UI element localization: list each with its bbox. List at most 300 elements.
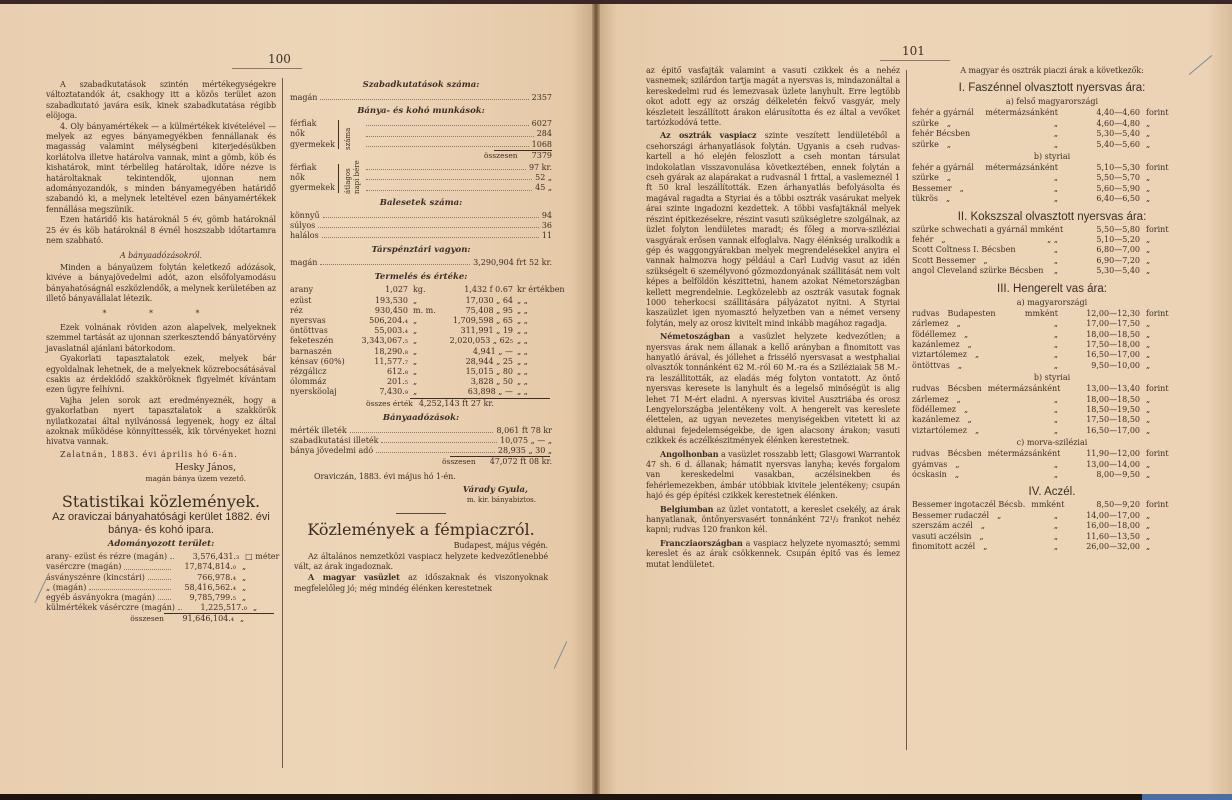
area-row — [46, 552, 280, 562]
row-value: 97 kr. — [528, 163, 552, 173]
item-label-group — [912, 340, 972, 350]
price-row — [912, 470, 1192, 480]
row-label: vasérczre (magán) — [46, 562, 122, 572]
item-price: 4,60—4,80 — [1096, 118, 1140, 128]
item-basis: „ — [1053, 459, 1058, 469]
table-row — [290, 436, 552, 446]
item-unit: „ — [1146, 459, 1151, 469]
product-value: 28,944 „ 25 — [465, 356, 513, 366]
item-name — [912, 500, 1065, 510]
product-unit: „ — [413, 346, 418, 356]
workers-total-row — [364, 151, 552, 161]
product-tail: „ „ — [517, 305, 528, 315]
item-unit: „ — [1146, 266, 1151, 276]
row-label: férfiak — [290, 163, 317, 173]
row-label: nők — [290, 129, 305, 139]
row-value: 3,290,904 frt 52 kr. — [473, 258, 552, 268]
signature-title: m. kir. bányabiztos. — [466, 496, 536, 505]
row-label: gyermekek — [290, 183, 335, 193]
wage-table — [290, 160, 552, 195]
row-label: egyéb ásványokra (magán) — [46, 593, 156, 603]
item-label-group — [912, 245, 1016, 255]
row-value: 17,874,814.₀ — [184, 562, 236, 572]
price-row — [912, 194, 1192, 204]
item-price: 5,30—5,40 — [1096, 129, 1140, 139]
item-label-group — [912, 405, 968, 415]
table-row — [290, 173, 552, 183]
item-price: 18,00—18,50 — [1086, 329, 1140, 339]
stat-subtitle: Az oraviczai bányahatósági kerület 1882. évi bánya- és kohó ipara. — [52, 511, 270, 537]
item-unit: „ — [1146, 255, 1151, 265]
row-value: 766,978.₄ — [197, 572, 236, 582]
item-name — [912, 542, 1062, 552]
item-price: 4,40—4,60 — [1096, 108, 1140, 118]
product-unit: „ — [413, 295, 418, 305]
item-price: 5,50—5,80 — [1096, 224, 1140, 234]
item-label-group — [912, 108, 974, 118]
paragraph: Gyakorlati tapasztalatok ezek, melyek bár egyoldalnak lehetnek, de a melyeknek közrebocsátásával csakis az érdeklődő szakköröknek figyelmét kívántam ezen ügyre felhívni. — [46, 354, 276, 395]
paragraph — [646, 130, 900, 329]
item-label: öntöttvas — [912, 360, 950, 370]
item-price: 5,60—5,90 — [1096, 183, 1140, 193]
item-label: szerszám aczél — [912, 521, 973, 531]
item-basis: „ — [1053, 394, 1058, 404]
item-basis: métermázsánként — [987, 449, 1061, 459]
item-name — [912, 340, 1062, 350]
item-unit: „ — [1146, 319, 1151, 329]
row-value: 1,225,517.₀ — [200, 603, 248, 613]
paragraph: az épitő vasfajták valamint a vasuti czikkek és a nehéz vasnemek; szilárdon tartja magát a nyersvas is, mindazonáltal a kereskedelmi rud és lemezvasak üzlete lanyhult. Erre legtöbb okot adott egy az ország délkeletén fekvő vasgyár, mely készleteit leszállított árakon elárusította és ez által a vevőket tartózkodóvá tette. — [646, 66, 900, 128]
page-number-right: 101 — [902, 44, 925, 58]
product-value: 75,408 „ 95 — [465, 305, 513, 315]
product-tail: „ „ — [517, 346, 528, 356]
left-col1-text — [46, 80, 276, 484]
paragraph — [646, 449, 900, 502]
item-basis: métermázsánként — [985, 108, 1058, 118]
price-row — [912, 405, 1192, 415]
item-unit: forint — [1146, 384, 1169, 394]
leader-dots — [376, 446, 495, 453]
item-name — [912, 129, 1062, 139]
item-basis: „ — [1053, 469, 1058, 479]
product-unit: „ — [413, 356, 418, 366]
item-label: Bessemer ingotaczél Bécsb. — [912, 500, 1026, 510]
leader-dots — [170, 552, 174, 559]
item-basis: „ — [1053, 319, 1058, 329]
product-qty: 3,343,067.₅ — [361, 336, 408, 346]
table-row — [290, 446, 552, 456]
item-price: 8,00—9,50 — [1096, 469, 1140, 479]
item-label-group — [912, 225, 1063, 235]
item-label-group — [912, 119, 951, 129]
table-row — [290, 426, 552, 436]
item-name — [912, 266, 1062, 276]
paragraph: Ezek volnának röviden azon alapelvek, melyeknek szemmel tartását az ujonnan szerkesztendő bányatörvény javaslatnál ajánlani bátorkodom. — [46, 322, 276, 353]
product-unit: „ — [413, 316, 418, 326]
paragraph — [646, 504, 900, 536]
item-unit: „ — [1146, 183, 1151, 193]
ditto-mark: „ — [959, 183, 964, 193]
leader-dots — [148, 573, 171, 580]
item-label-group — [912, 173, 951, 183]
book-gutter — [592, 4, 600, 794]
paragraph: Minden a bányaüzem folytán keletkező adózások, kivéve a bányajövedelmi adót, azon elsőfolyamodásu bányahatóságnál eszközlendők, a melynek kerületében az illető bányavállalat létezik. — [46, 262, 276, 304]
ditto-mark: „ — [946, 118, 952, 128]
item-name — [912, 449, 1062, 459]
item-label: zárlemez — [912, 319, 949, 329]
table-row — [290, 163, 552, 173]
production-row — [290, 357, 552, 367]
total-label: összesen — [130, 614, 164, 624]
row-label: nők — [290, 173, 305, 183]
row-value: 9,785,799.₅ — [189, 593, 236, 603]
leader-dots — [381, 436, 497, 443]
item-label: tükrös — [912, 194, 938, 204]
item-price: 18,00—18,50 — [1086, 394, 1140, 404]
right-col1-text — [646, 66, 900, 790]
item-unit: „ — [1146, 404, 1151, 414]
section-divider — [396, 513, 446, 514]
item-basis: „ — [1053, 339, 1058, 349]
item-label: finomitott aczél — [912, 542, 976, 551]
ditto-mark: „ — [979, 531, 984, 541]
product-tail: „ „ — [517, 316, 528, 326]
item-price: 8,50—9,20 — [1096, 500, 1140, 510]
production-row — [290, 285, 565, 295]
item-label: ócskasin — [912, 469, 947, 479]
item-name — [912, 256, 1062, 266]
item-label: fehér Bécsben — [912, 129, 971, 139]
paragraph-body: az üzlet vontatott, a kereslet csekély, az árak hanyatlanak, öntőnyersvasért tonnánként 72¹/₂ frankot nehéz kapni; rudvas 120 frankon kél. — [646, 504, 900, 535]
row-unit: „ — [242, 572, 247, 582]
item-price: 17,00—17,50 — [1086, 319, 1140, 329]
item-unit: „ — [1146, 194, 1151, 204]
row-unit: „ — [242, 562, 247, 572]
item-label-group — [912, 184, 964, 194]
item-name — [912, 521, 1062, 531]
column-divider — [906, 70, 907, 750]
item-price: 16,00—18,00 — [1086, 521, 1140, 531]
row-label: mérték illeték — [290, 425, 347, 435]
item-name — [912, 184, 1062, 194]
product-name: nyersköolaj — [290, 387, 337, 397]
item-price: 14,00—17,00 — [1086, 510, 1140, 520]
product-unit: kg. — [413, 285, 426, 295]
item-price: 5,50—5,70 — [1096, 173, 1140, 183]
bold-lead: Belgiumban — [660, 503, 714, 514]
item-name — [912, 319, 1062, 329]
item-price: 17,50—18,00 — [1086, 339, 1140, 349]
product-name: nyersvas — [290, 316, 326, 326]
header-rule — [232, 68, 302, 69]
item-label: Bessemer — [912, 183, 952, 193]
price-group-subtitle: a) felső magyarországi — [1005, 97, 1099, 107]
ditto-mark: „ — [974, 350, 980, 360]
row-unit: „ — [242, 582, 247, 592]
subheading: A bányaadózásokról. — [120, 250, 202, 260]
leader-dots — [89, 583, 171, 590]
ditto-mark: „ — [974, 425, 980, 435]
product-tail: „ „ — [517, 367, 528, 377]
market-title: Közlemények a fémpiaczról. — [307, 520, 535, 540]
item-label: zárlemez — [912, 394, 949, 404]
leader-dots — [366, 163, 526, 170]
bold-lead: Az osztrák vaspiacz — [660, 130, 757, 141]
paragraph-body: a vasüzlet helyzete kedvezőtlen; a nyersvas árak nem állanak a kellő arányban a finomitott vas hanyatló árával, és jóllehet a frissélő nyersvasat a westphaliai olvasztók tonnánként 62 M.-ról 60 M.-ra és a Sziléziaiak 58 M.-ra leszállitották, az eladás még folyton vontatott. Az öntő nyersvas keresete is lanyhult és a legelső minőségüt is alig lehet 71 M-ért eladni. A nyersvas kivitel Ausztriába és orosz Lengyelországba jelentékeny volt. A hengerelt vas kereslete élettelen, az ugyan nevezetes menyiségekben vitetett ki az aldunai fejedelemségekbe, de igen alacsony árakon; vasuti czikkek és aczélkészitmények élénken kerestetnek. — [646, 332, 900, 446]
brace-label: száma — [344, 127, 352, 151]
price-row — [912, 361, 1192, 371]
item-unit: „ — [1146, 542, 1151, 551]
ditto-mark: „ — [955, 459, 960, 469]
paragraph: 4. Oly bányamértékek — a külmértékek kivételével — melyek az egyes bányamegyékben fennállanak és magasság valamint mélységbeni kiterjedésükben korlátolva illetve határolva vannak, mint a gömb, köb és kishatárok, mint térbelileg határoltak, időre nézve is határoltaknak tekintendők, ujonnan nem adományozandók, s minden bányamegyében határidő szabandó ki, a melynek leteltével ezen bányamértékek fennállása megszünik. — [46, 121, 276, 214]
item-label-group — [912, 235, 946, 245]
row-label: magán — [290, 258, 318, 268]
bottom-edge — [0, 794, 1232, 800]
item-basis: „ — [1053, 118, 1058, 128]
area-row — [46, 603, 276, 613]
product-qty: 1,027 — [385, 285, 408, 295]
price-row — [912, 330, 1192, 340]
fund-heading: Társpénztári vagyon: — [371, 245, 471, 256]
item-price: 17,50—18,50 — [1086, 415, 1140, 425]
row-value: 284 — [536, 129, 552, 139]
product-value: 1,432 f 0.67 — [464, 285, 513, 295]
item-label: födéllemez — [912, 329, 957, 339]
row-label: férfiak — [290, 119, 317, 129]
production-row — [290, 367, 552, 377]
item-label-group — [912, 532, 984, 542]
item-unit: forint — [1146, 163, 1169, 173]
bold-lead: Angolhonban — [660, 448, 719, 459]
product-value: 311,991 „ 19 — [460, 326, 513, 336]
item-label-group — [912, 129, 970, 139]
item-name — [912, 532, 1062, 542]
product-unit: „ — [413, 336, 418, 346]
price-section-title: II. Kokszszal olvasztott nyersvas ára: — [957, 210, 1147, 223]
item-basis: „ — [1053, 255, 1058, 265]
product-tail: „ „ — [517, 356, 528, 366]
product-unit: „ — [413, 377, 418, 387]
ditto-mark: „ — [946, 139, 952, 149]
signature-name: Várady Gyula, — [462, 485, 528, 496]
item-unit: forint — [1146, 308, 1169, 318]
price-row — [912, 235, 1192, 245]
production-row — [290, 347, 552, 357]
item-price: 11,60—13,50 — [1086, 531, 1140, 541]
item-price: 5,10—5,20 — [1096, 235, 1140, 245]
item-name — [912, 309, 1062, 319]
item-name — [912, 245, 1062, 255]
product-unit: „ — [413, 387, 418, 397]
area-row — [46, 573, 276, 583]
item-price: 6,80—7,00 — [1096, 245, 1140, 255]
ditto-mark: „ — [956, 319, 961, 329]
price-row — [912, 521, 1192, 531]
row-value: 3,576,431.₃ — [192, 552, 240, 562]
product-value: 1,709,598 „ 65 — [452, 316, 513, 326]
price-row — [912, 500, 1192, 510]
item-unit: „ — [1146, 394, 1151, 404]
price-row — [912, 129, 1192, 139]
product-qty: 7,430.₉ — [379, 387, 408, 397]
paragraph-body: a vasüzlet rosszabb lett; Glasgowi Warrantok 47 sh. 6 d. állanak; hámatit nyersvas lanyha; kevés forgalom van kereskedelmi vasakban, aczélsinekben és fehérlemezekben, ámbár utóbbiak kivitele jelentékeny; csupán hajó és gép építési czikkek kerestetnek élénken. — [646, 449, 900, 501]
item-label-group — [912, 426, 979, 436]
item-label: rudvas — [912, 308, 940, 318]
paragraph-body: a vaspiacz helyzete nyomasztó; semmi kereslet és az árak csökkennek. Csupán épitő vas és lemez mutat lendületet. — [646, 538, 900, 569]
leader-dots — [124, 562, 171, 569]
price-row — [912, 350, 1192, 360]
ditto-mark: „ — [964, 329, 969, 339]
ditto-mark: Budapesten — [947, 308, 996, 318]
total-label: összesen — [441, 457, 476, 467]
price-row — [912, 225, 1192, 235]
row-value: 45 „ — [535, 183, 552, 193]
item-price: 11,90—12,00 — [1086, 449, 1140, 459]
product-tail: „ „ — [517, 377, 528, 387]
product-name: arany — [290, 285, 314, 295]
row-value: 36 — [541, 220, 552, 230]
ditto-mark: „ — [946, 173, 952, 183]
price-row — [912, 395, 1192, 405]
product-qty: 612.₈ — [386, 367, 408, 377]
total-unit: „ — [240, 614, 245, 624]
leader-dots — [366, 173, 532, 180]
total-value: 7379 — [531, 150, 552, 160]
product-tail: „ „ — [517, 387, 528, 397]
paragraph — [294, 572, 548, 594]
item-basis: métermázsánként — [985, 163, 1058, 173]
item-name — [912, 330, 1062, 340]
production-row — [290, 316, 552, 326]
item-label: szürke — [912, 118, 939, 128]
page-number-left: 100 — [268, 52, 291, 66]
row-label: szabadkutatási illeték — [290, 436, 379, 446]
dateline: Oraviczán, 1883. évi május hó 1-én. — [314, 471, 456, 481]
table-row — [290, 119, 552, 129]
item-label-group — [912, 395, 961, 405]
row-unit: □ méter — [245, 552, 280, 562]
item-basis: „ — [1053, 245, 1058, 255]
table-row — [290, 129, 552, 139]
brace-label: átlagos — [344, 168, 352, 195]
product-name: ólommáz — [290, 377, 327, 387]
tax-heading: Bányaadózások: — [382, 412, 460, 423]
row-value: 1068 — [531, 139, 552, 149]
bold-lead: A magyar vasüzlet — [308, 572, 400, 583]
item-basis: „ — [1053, 266, 1058, 276]
item-unit: „ — [1146, 425, 1151, 435]
price-row — [912, 426, 1192, 436]
item-label: fehér a gyárnál — [912, 108, 974, 118]
row-label: külmértékek vásérczre (magán) — [46, 603, 176, 613]
item-basis: „ — [1053, 425, 1058, 435]
ditto-mark: „ — [983, 542, 988, 551]
price-row — [912, 542, 1192, 552]
product-qty: 18,290.₈ — [374, 346, 408, 356]
item-name — [912, 426, 1062, 436]
item-label-group — [912, 449, 982, 459]
stat-title: Statistikai közlemények. — [61, 492, 261, 512]
item-label-group — [912, 460, 960, 470]
item-price: 16,50—17,00 — [1086, 425, 1140, 435]
item-basis: „ — [1053, 360, 1058, 370]
total-value: 4,252,143 ft 27 kr. — [418, 398, 494, 408]
header-rule — [880, 60, 950, 61]
product-name: öntöttvas — [290, 326, 328, 336]
item-label-group — [912, 140, 951, 150]
total-label: összesen — [483, 150, 518, 160]
leader-dots — [366, 119, 529, 126]
item-label: Scott Bessemer — [912, 255, 976, 265]
price-row — [912, 384, 1192, 394]
item-label: szürke — [912, 139, 939, 149]
item-name — [912, 460, 1062, 470]
area-heading: Adományozott terület: — [107, 539, 215, 550]
item-unit: forint — [1146, 500, 1169, 510]
product-name: kénsav (60%) — [290, 356, 345, 366]
row-unit: „ — [242, 593, 247, 603]
item-label-group — [912, 542, 987, 552]
product-unit: m. m. — [413, 305, 436, 315]
area-total-row — [46, 614, 276, 624]
item-label-group — [912, 163, 974, 173]
product-unit: „ — [413, 326, 418, 336]
product-tail: „ „ — [517, 336, 528, 346]
row-value: 2357 — [531, 93, 552, 102]
ditto-mark: „ — [945, 194, 951, 204]
item-price: 18,50—19,50 — [1086, 404, 1140, 414]
item-name — [912, 395, 1062, 405]
leader-dots — [322, 231, 539, 238]
price-row — [912, 532, 1192, 542]
price-row — [912, 184, 1192, 194]
paragraph — [646, 331, 900, 446]
market-dateline: Budapest, május végén. — [453, 541, 548, 551]
item-unit: forint — [1146, 224, 1169, 234]
price-row — [912, 340, 1192, 350]
paragraph: A szabadkutatások szintén mértékegységekre változtatandók át, csakhogy itt a közös terület azon szabadkutató javára esik, kinek szabadkutatása régibb elöjoga. — [46, 80, 276, 121]
product-qty: 55,003.₄ — [374, 326, 408, 336]
production-row — [290, 377, 552, 387]
row-value: 58,416,562.₄ — [184, 582, 236, 592]
item-unit: forint — [1146, 449, 1169, 459]
asterisks: * * * — [102, 308, 220, 318]
ditto-mark: „ — [983, 255, 988, 265]
row-value: 10,075 „ — „ — [500, 436, 552, 446]
item-name — [912, 119, 1062, 129]
price-group-subtitle: c) morva-sziléziai — [1016, 438, 1088, 448]
item-label: Scott Coltness I. Bécsben — [912, 245, 1016, 255]
product-qty: 506,204.₄ — [369, 316, 408, 326]
item-label-group — [912, 319, 961, 329]
price-row — [912, 266, 1192, 276]
column-divider — [282, 78, 283, 768]
price-section-title: I. Faszénnel olvasztott nyersvas ára: — [958, 82, 1146, 95]
product-name: ezüst — [290, 295, 312, 305]
item-unit: „ — [1146, 415, 1151, 425]
production-row — [290, 387, 552, 397]
item-label: viztartólemez — [912, 350, 967, 360]
price-row — [912, 511, 1192, 521]
ditto-mark: „ — [941, 235, 946, 245]
row-value: 94 — [541, 210, 552, 220]
item-unit: „ — [1146, 350, 1151, 360]
item-basis: „ — [1053, 531, 1058, 541]
item-basis: „ — [1053, 542, 1058, 551]
product-unit: „ — [413, 367, 418, 377]
item-label-group — [912, 521, 985, 531]
item-name — [912, 235, 1062, 245]
